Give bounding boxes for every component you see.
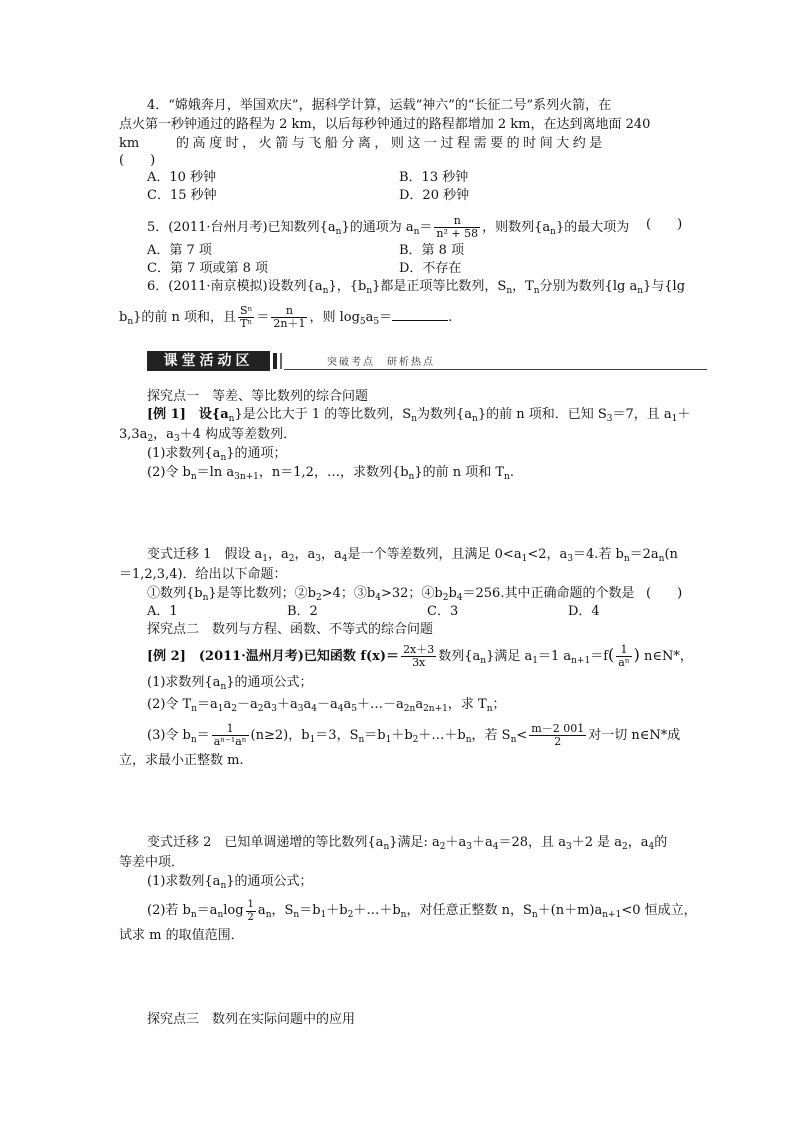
- example2-line1: [例 2] (2011·温州月考)已知函数 f(x)＝ $\frac{2x+3}{3x}$ 数列$\{a_n\}$满足 $a_1=1$ $a_{n+1}=f$( $\frac{1}{\text{aⁿ}}$ ) n∈N*，: [147, 643, 693, 669]
- variation2-part1: (1)求数列$\{a_n\}$的通项公式；: [147, 874, 313, 891]
- example2-fraction-bn: $\frac{1}{\text{aⁿ⁻¹aⁿ}}$: [213, 722, 247, 748]
- q6-line1: 6．(2011·南京模拟)设数列$\{a_n\}$，$\{b_n\}$都是正项等比数列，$S_n$，$T_n$分别为数列{lg $a_n$}与{lg: [147, 279, 686, 296]
- banner-bar: [273, 353, 277, 369]
- variation2-log-base: $\frac{1}{2}$: [247, 899, 254, 923]
- example2-part3: (3)令 $b_n=$ $\frac{1}{\text{aⁿ⁻¹aⁿ}}$ (n≥2)，$b_1=3$，$S_n=b_1+b_2+\dots+b_n$，若 $S_n<$ $\frac{m-2 001}{2}$ 对一切 n∈N*成: [147, 722, 681, 748]
- q5-stem: 5．(2011·台州月考)已知数列$\{a_n\}$的通项为 $a_n=$ $\frac{n}{\text{n² + 58}}$ ，则数列$\{a_n\}$的最大项为: [147, 214, 630, 240]
- example1-line2: $3,3a_2$，$a_3+4$ 构成等差数列．: [119, 427, 297, 444]
- q6-line2: $b_n$}的前 n 项和，且 $\frac{\text{Sⁿ}}{\text{Tⁿ}}$ ＝ $\frac{n}{2n+1}$ ，则 $\log_5a_5=$ .: [119, 304, 453, 330]
- variation2-line1: 变式迁移 2 已知单调递增的等比数列$\{a_n\}$满足: $a_2+a_3+a_4=28$，且 $a_3+2$ 是 $a_2$，$a_4$的: [147, 835, 668, 852]
- q6-fraction-s-t: $\frac{\text{Sⁿ}}{\text{Tⁿ}}$: [240, 304, 253, 330]
- q4-option-d: D．20 秒钟: [399, 188, 470, 203]
- example2-fraction-arg: $\frac{1}{\text{aⁿ}}$: [618, 643, 630, 669]
- topic3-heading: 探究点三 数列在实际问题中的应用: [147, 1012, 356, 1027]
- q4-option-b: B．13 秒钟: [399, 170, 469, 185]
- example2-fraction-m: $\frac{m-2 001}{2}$: [531, 722, 585, 748]
- q4-line2: 点火第一秒钟通过的路程为 2 km，以后每秒钟通过的路程都增加 2 km，在达到离地面 240: [119, 117, 651, 132]
- q6-answer-blank: [392, 308, 448, 321]
- q5-option-a: A．第 7 项: [147, 243, 212, 258]
- q4-answer-paren: ( ): [119, 153, 156, 168]
- variation1-option-c: C．3: [427, 604, 459, 619]
- variation2-part2: (2)若 $b_n=a_n\log$ $\frac{1}{2}$ $a_n$，$S_n=b_1+b_2+\dots+b_n$，对任意正整数 n，$S_n+(n+m)a_{n+1}<0$ 恒成立，: [147, 899, 697, 923]
- variation1-option-b: B．2: [287, 604, 318, 619]
- variation1-option-d: D．4: [568, 604, 600, 619]
- example1-line1: [例 1] 设$\{a_n\}$是公比大于 1 的等比数列，$S_n$为数列$\{a_n\}$的前 n 项和．已知 $S_3=7$，且 $a_1+$: [147, 407, 691, 424]
- q6-fraction-n: $\frac{n}{2n+1}$: [273, 304, 306, 330]
- example1-part1: (1)求数列$\{a_n\}$的通项；: [147, 446, 287, 463]
- q4-option-c: C．15 秒钟: [147, 188, 217, 203]
- q4-line1: 4．“嫦娥奔月，举国欢庆”，据科学计算，运载“神六”的“长征二号”系列火箭，在: [147, 98, 612, 113]
- section-banner: [147, 351, 707, 373]
- variation1-option-a: A．1: [147, 604, 178, 619]
- q5-option-c: C．第 7 项或第 8 项: [147, 261, 269, 276]
- example2-part2: (2)令 $T_n=a_1a_2-a_2a_3+a_3a_4-a_4a_5+\dots-a_{2n}a_{2n+1}$，求 $T_n$；: [147, 697, 506, 714]
- example2-fraction-fx: $\frac{2x+3}{3x}$: [403, 643, 435, 669]
- section-subtitle: 突破考点 研析热点: [327, 357, 435, 368]
- example1-part2: (2)令 $b_n=\ln$ $a_{3n+1}$，n＝1,2，…，求数列$\{b_n\}$的前 n 项和 $T_n$.: [147, 465, 514, 482]
- topic1-heading: 探究点一 等差、等比数列的综合问题: [147, 389, 369, 404]
- q4-option-a: A．10 秒钟: [147, 170, 217, 185]
- topic2-heading: 探究点二 数列与方程、函数、不等式的综合问题: [147, 622, 434, 637]
- q4-line3: 的 高 度 时 ， 火 箭 与 飞 船 分 离 ， 则 这 一 过 程 需 要 的 时 间 大 约 是: [176, 136, 603, 151]
- variation1-line1: 变式迁移 1 假设 $a_1$，$a_2$，$a_3$，$a_4$是一个等差数列，且满足 $0<a_1<2$，$a_3=4$.若 $b_n=2a_n(n$: [147, 547, 678, 564]
- q5-option-b: B．第 8 项: [399, 243, 465, 258]
- banner-rule: [284, 369, 707, 370]
- variation1-line2: ＝1,2,3,4)．给出以下命题：: [119, 567, 287, 582]
- variation1-answer-paren: ( ): [646, 586, 683, 601]
- example2-part3-cont: 立，求最小正整数 m.: [119, 753, 244, 768]
- banner-bar-thin: [280, 353, 282, 369]
- q5-fraction: $\frac{n}{\text{n² + 58}}$: [436, 214, 479, 240]
- variation2-part2-cont: 试求 m 的取值范围．: [119, 928, 244, 943]
- example2-part1: (1)求数列$\{a_n\}$的通项公式；: [147, 675, 313, 692]
- q4-line3-unit: km: [119, 136, 140, 151]
- section-title: 课堂活动区: [147, 351, 270, 371]
- q5-answer-paren: ( ): [646, 217, 683, 232]
- variation1-propositions: ①数列$\{b_n\}$是等比数列；$②b_2>4$；$③b_4>32$；$④b_2b_4=256$.其中正确命题的个数是: [147, 586, 635, 603]
- variation2-line2: 等差中项．: [119, 855, 185, 870]
- q5-option-d: D．不存在: [399, 261, 462, 276]
